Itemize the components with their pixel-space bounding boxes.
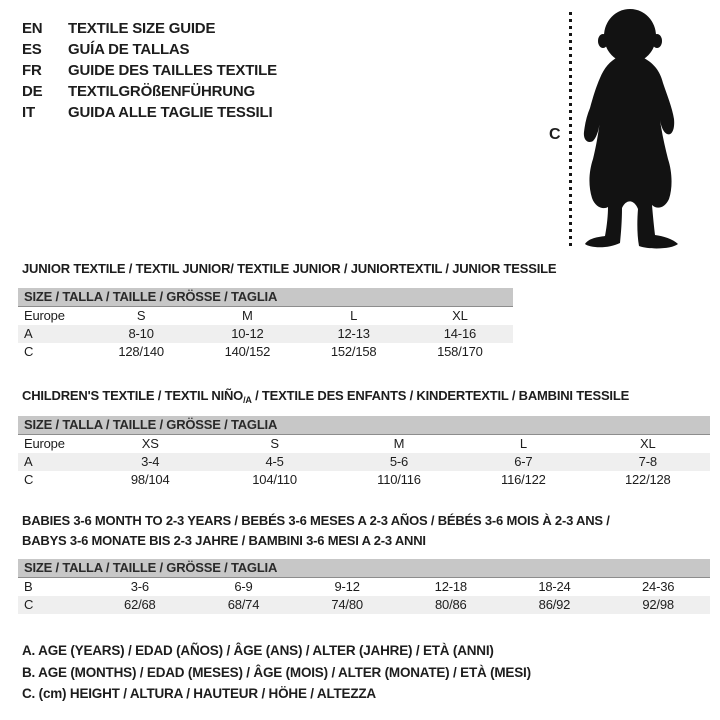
figure-height-label: C <box>549 126 561 143</box>
height-measure-line <box>569 12 572 250</box>
size-table-junior <box>18 288 513 361</box>
section-title-children <box>22 388 629 405</box>
table-cell: XL <box>452 308 468 323</box>
table-cell: M <box>393 436 405 451</box>
section-title-junior: JUNIOR TEXTILE / TEXTIL JUNIOR/ TEXTILE JUNIOR / JUNIORTEXTIL / JUNIOR TESSILE <box>22 261 557 276</box>
language-row <box>22 81 277 102</box>
section-title-babies <box>22 511 610 551</box>
language-code: DE <box>22 83 43 100</box>
table-row <box>18 596 710 614</box>
table-cell: S <box>136 308 146 323</box>
row-label: C <box>24 344 34 359</box>
table-cell: M <box>242 308 253 323</box>
footnote-c: C. (cm) HEIGHT / ALTURA / HAUTEUR / HÖHE / ALTEZZA <box>22 686 376 701</box>
table-cell: 6-7 <box>514 454 533 469</box>
table-row <box>18 471 710 489</box>
toddler-silhouette-icon <box>578 9 696 251</box>
footnote-b: B. AGE (MONTHS) / EDAD (MESES) / ÂGE (MOIS) / ALTER (MONATE) / ETÀ (MESI) <box>22 664 531 680</box>
table-cell: S <box>270 436 279 451</box>
language-label: GUÍA DE TALLAS <box>68 41 190 58</box>
table-cell: 110/116 <box>377 472 421 487</box>
table-cell: XS <box>141 436 159 451</box>
row-label: B <box>24 579 33 594</box>
size-table-babies <box>18 559 710 614</box>
table-cell: 98/104 <box>130 472 170 487</box>
table-cell: 152/158 <box>330 344 377 359</box>
footnotes <box>22 640 531 705</box>
language-label: GUIDE DES TAILLES TEXTILE <box>68 62 277 79</box>
row-label: C <box>24 597 34 612</box>
section-title-subscript: /A <box>243 395 252 405</box>
table-cell: 9-12 <box>334 579 360 594</box>
table-cell: L <box>519 436 527 451</box>
row-label: C <box>24 472 34 487</box>
language-row <box>22 102 277 123</box>
section-title-text: CHILDREN'S TEXTILE / TEXTIL NIÑO <box>22 388 244 403</box>
table-row <box>18 343 513 361</box>
table-cell: 10-12 <box>231 326 264 341</box>
row-label: Europe <box>24 436 65 451</box>
table-cell: 74/80 <box>331 597 363 612</box>
table-cell: 3-4 <box>141 454 160 469</box>
language-row <box>22 18 277 39</box>
table-cell: 18-24 <box>538 579 571 594</box>
table-cell: L <box>350 308 358 323</box>
table-row <box>18 435 710 454</box>
table-row <box>18 453 710 471</box>
table-cell: 122/128 <box>624 472 671 487</box>
table-row <box>18 578 710 597</box>
table-cell: 140/152 <box>224 344 271 359</box>
table-cell: 116/122 <box>501 472 546 487</box>
table-cell: 62/68 <box>124 597 156 612</box>
language-code: IT <box>22 104 35 121</box>
section-title-text: / TEXTILE DES ENFANTS / KINDERTEXTIL / BAMBINI TESSILE <box>251 388 630 403</box>
table-cell: 158/170 <box>437 344 483 359</box>
row-label: A <box>24 454 33 469</box>
row-label: A <box>24 326 33 341</box>
language-list <box>22 18 277 123</box>
section-title-line2: BABYS 3-6 MONATE BIS 2-3 JAHRE / BAMBINI 3-6 MESI A 2-3 ANNI <box>22 533 426 548</box>
table-cell: 24-36 <box>642 579 675 594</box>
table-cell: 3-6 <box>130 579 149 594</box>
language-label: TEXTILE SIZE GUIDE <box>68 20 216 37</box>
size-header-bar: SIZE / TALLA / TAILLE / GRÖSSE / TAGLIA <box>18 288 513 307</box>
language-label: GUIDA ALLE TAGLIE TESSILI <box>68 104 273 121</box>
section-title-line1: BABIES 3-6 MONTH TO 2-3 YEARS / BEBÉS 3-6 MESES A 2-3 AÑOS / BÉBÉS 3-6 MOIS À 2-3 ANS / <box>22 513 610 528</box>
language-row <box>22 60 277 81</box>
table-cell: 7-8 <box>638 454 657 469</box>
table-cell: 80/86 <box>435 597 467 612</box>
table-cell: 14-16 <box>443 326 476 341</box>
row-label: Europe <box>24 308 65 323</box>
table-cell: 68/74 <box>227 597 260 612</box>
table-cell: 86/92 <box>538 597 571 612</box>
table-cell: 4-5 <box>265 454 284 469</box>
language-row <box>22 39 277 60</box>
language-label: TEXTILGRÖßENFÜHRUNG <box>68 83 256 100</box>
table-cell: 8-10 <box>128 326 154 341</box>
table-cell: 92/98 <box>642 597 674 612</box>
table-cell: 6-9 <box>234 579 253 594</box>
table-row <box>18 307 513 326</box>
language-code: EN <box>22 20 43 37</box>
footnote-a: A. AGE (YEARS) / EDAD (AÑOS) / ÂGE (ANS) / ALTER (JAHRE) / ETÀ (ANNI) <box>22 643 494 658</box>
table-cell: 5-6 <box>389 454 409 469</box>
table-cell: 128/140 <box>118 344 164 359</box>
language-code: FR <box>22 62 42 79</box>
size-header-bar: SIZE / TALLA / TAILLE / GRÖSSE / TAGLIA <box>18 559 710 578</box>
table-cell: 104/110 <box>252 472 297 487</box>
table-row <box>18 325 513 343</box>
size-header-bar: SIZE / TALLA / TAILLE / GRÖSSE / TAGLIA <box>18 416 710 435</box>
language-code: ES <box>22 41 42 58</box>
table-cell: 12-13 <box>337 326 370 341</box>
table-cell: XL <box>640 436 656 451</box>
table-cell: 12-18 <box>434 579 467 594</box>
size-table-children <box>18 416 710 489</box>
